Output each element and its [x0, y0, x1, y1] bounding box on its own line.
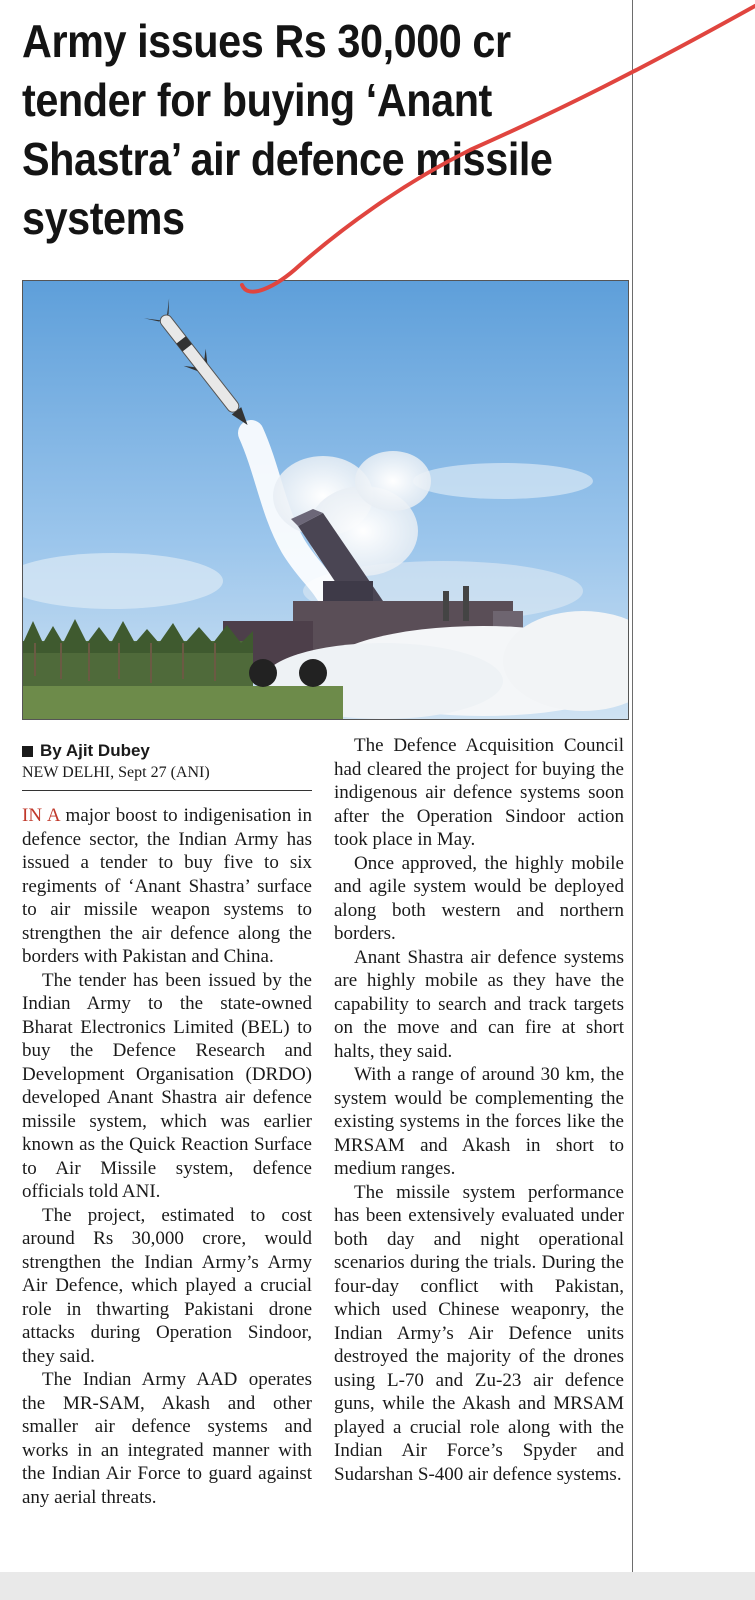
- article-column-2: [334, 734, 624, 1486]
- author-name: By Ajit Dubey: [40, 741, 150, 760]
- byline-square-icon: [22, 746, 33, 757]
- byline: [22, 740, 312, 762]
- article-column-1: [22, 804, 312, 1509]
- missile-launch-image: [23, 281, 628, 719]
- missile-launch-photo: [22, 280, 629, 720]
- headline: Army issues Rs 30,000 cr tender for buying ‘Anant Shastra’ air defence missile systems: [22, 15, 553, 244]
- article-paragraph: Anant Shastra air defence systems are highly mobile as they have the capability to search and track targets on the move and can fire at short halts, they said.: [334, 946, 624, 1062]
- article-paragraph: The project, estimated to cost around Rs 30,000 crore, would strengthen the Indian Army’s Army Air Defence, which played a crucial role in thwarting Pakistani drone attacks during Operation Sindoor, they said.: [22, 1204, 312, 1367]
- dateline: NEW DELHI, Sept 27 (ANI): [22, 764, 210, 781]
- article-paragraph: The missile system performance has been extensively evaluated under both day and night operational scenarios during the trials. During the four-day conflict with Pakistan, which used Chinese weaponry, the Indian Army’s Air Defence units destroyed the majority of the drones using L-70 and Zu-23 air defence guns, while the Akash and MRSAM played a crucial role along with the Indian Air Force’s Spyder and Sudarshan S-400 air defence systems.: [334, 1181, 624, 1485]
- byline-block: [22, 740, 312, 791]
- article-paragraph: IN A major boost to indigenisation in defence sector, the Indian Army has issued a tender to buy five to six regiments of ‘Anant Shastra’ surface to air missile weapon systems to strengthen the air defence along the borders with Pakistan and China.: [22, 805, 312, 967]
- article-paragraph: The Defence Acquisition Council had cleared the project for buying the indigenous air defence systems soon after the Operation Sindoor action took place in May.: [334, 735, 624, 850]
- lead-in: IN A: [22, 805, 60, 826]
- article-paragraph: The Indian Army AAD operates the MR-SAM, Akash and other smaller air defence systems and works in an integrated manner with the Indian Air Force to guard against any aerial threats.: [22, 1369, 312, 1508]
- article-paragraph: The tender has been issued by the Indian Army to the state-owned Bharat Electronics Limited (BEL) to buy the Defence Research and Development Organisation (DRDO) developed Anant Shastra air defence missile system, which was earlier known as the Quick Reaction Surface to Air Missile system, defence officials told ANI.: [22, 969, 312, 1202]
- page-margin: [632, 0, 755, 1600]
- bottom-margin: [0, 1572, 755, 1600]
- article-paragraph: With a range of around 30 km, the system would be complementing the existing systems in the forces like the MRSAM and Akash in short to medium ranges.: [334, 1064, 624, 1179]
- article-paragraph: Once approved, the highly mobile and agile system would be deployed along both western and northern borders.: [334, 852, 624, 944]
